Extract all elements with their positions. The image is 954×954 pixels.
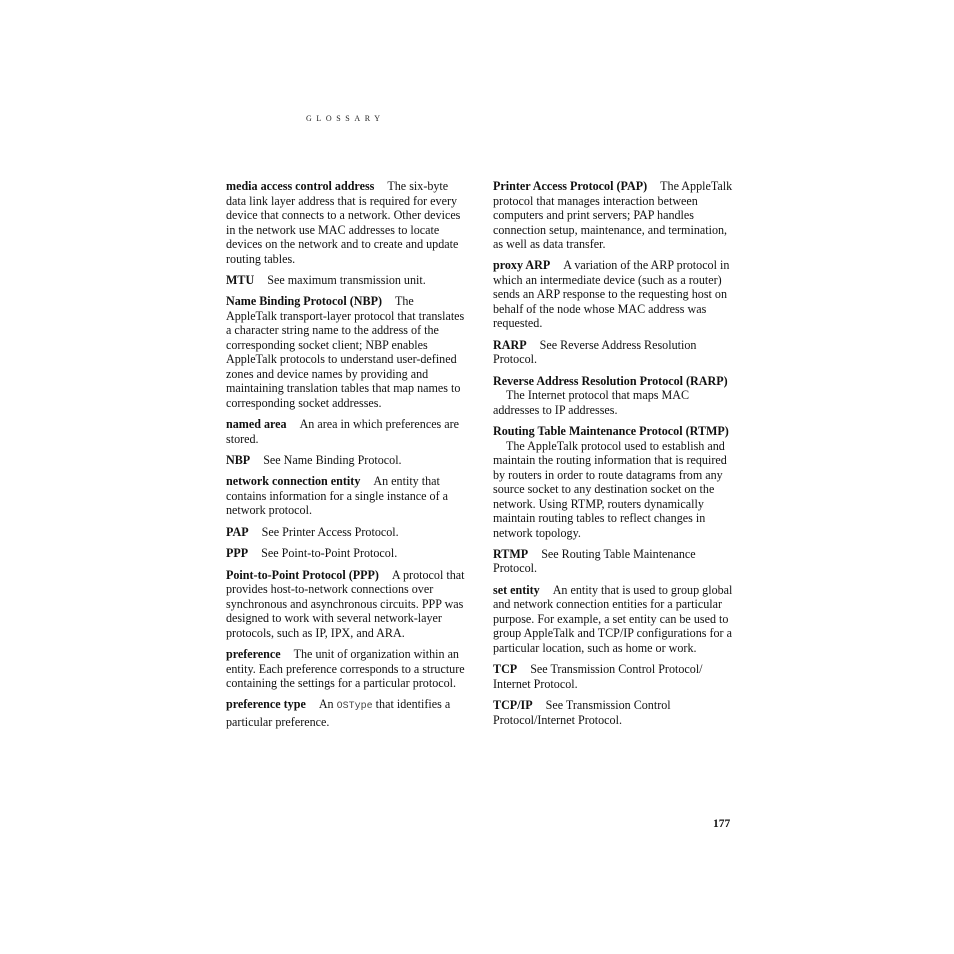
glossary-entry xyxy=(226,179,466,266)
glossary-term: media access control address xyxy=(226,179,375,193)
glossary-entry xyxy=(226,568,466,641)
glossary-entry xyxy=(493,662,733,691)
glossary-entry xyxy=(493,583,733,656)
code-literal: OSType xyxy=(336,701,373,713)
glossary-term: Name Binding Protocol (NBP) xyxy=(226,294,382,309)
glossary-definition: See Routing Table Maintenance Protocol. xyxy=(493,546,696,576)
glossary-definition: The unit of organization within an entity. Each preference corresponds to a structure containing the settings for a particular protocol. xyxy=(226,647,465,691)
glossary-definition: See Name Binding Protocol. xyxy=(263,453,402,468)
glossary-term: network connection entity xyxy=(226,474,361,489)
glossary-definition: An xyxy=(318,697,334,712)
page-number: 177 xyxy=(713,818,731,830)
glossary-entry xyxy=(493,698,733,727)
glossary-term: Printer Access Protocol (PAP) xyxy=(493,179,648,193)
glossary-definition: See Reverse Address Resolution Protocol. xyxy=(493,337,697,367)
glossary-definition: An area in which preferences are stored. xyxy=(226,417,460,446)
glossary-definition: The AppleTalk protocol used to establish and maintain the routing information that is required by routers in order to route datagrams from any source socket to any destination socket on the network. Using RTMP, routers dynamically maintain routing tables to reflect changes in network topology. xyxy=(493,438,727,540)
glossary-term: TCP/IP xyxy=(493,698,533,713)
glossary-entry xyxy=(493,179,733,252)
glossary-definition: that identifies a particular preference. xyxy=(226,697,451,729)
glossary-entry xyxy=(493,424,733,540)
glossary-definition: The AppleTalk transport-layer protocol that translates a character string name to the address of the corresponding socket client; NBP enables AppleTalk protocols to understand user-defined zones and device names by providing and maintaining translation tables that map names to corresponding socket addresses. xyxy=(226,294,465,410)
glossary-entry xyxy=(493,374,733,418)
glossary-entry xyxy=(493,547,733,576)
glossary-term: Routing Table Maintenance Protocol (RTMP) xyxy=(493,424,729,439)
glossary-definition: See Point-to-Point Protocol. xyxy=(261,546,398,561)
glossary-term: preference xyxy=(226,647,281,662)
glossary-term: Point-to-Point Protocol (PPP) xyxy=(226,567,379,582)
glossary-definition: See Printer Access Protocol. xyxy=(261,524,399,539)
glossary-definition: See Transmission Control Protocol/Internet Protocol. xyxy=(493,698,671,727)
glossary-definition: A protocol that provides host-to-network connections over synchronous and asynchronous circuits. PPP was designed to work with several network-layer protocols, such as IP, IPX, and ARA. xyxy=(226,567,465,640)
glossary-entry xyxy=(226,453,466,468)
glossary-term: TCP xyxy=(493,662,518,677)
glossary-definition: A variation of the ARP protocol in which an intermediate device (such as a router) sends an ARP response to the requesting host on behalf of the node whose MAC address was requested. xyxy=(493,258,730,331)
glossary-definition: See maximum transmission unit. xyxy=(267,272,426,287)
glossary-definition: The six-byte data link layer address that is required for every device that connects to a network. Other devices in the network use MAC addresses to locate devices on the network and to create and update routing tables. xyxy=(226,179,461,266)
glossary-term: RARP xyxy=(493,337,527,352)
glossary-definition: An entity that is used to group global and network connection entities for a particular purpose. For example, a set entity can be used to group AppleTalk and TCP/IP configurations for a particular location, such as home or work. xyxy=(493,582,733,655)
glossary-term: NBP xyxy=(226,453,251,468)
running-header: GLOSSARY xyxy=(306,114,385,123)
glossary-entry xyxy=(226,273,466,288)
glossary-term: PAP xyxy=(226,524,249,539)
glossary-entry xyxy=(226,546,466,561)
glossary-entry xyxy=(226,697,466,729)
glossary-definition: See Transmission Control Protocol/ Internet Protocol. xyxy=(493,662,703,691)
glossary-entry xyxy=(226,525,466,540)
glossary-entry xyxy=(226,417,466,446)
glossary-term: preference type xyxy=(226,697,306,712)
glossary-term: proxy ARP xyxy=(493,258,551,273)
glossary-entry xyxy=(493,338,733,367)
glossary-entry xyxy=(226,294,466,410)
glossary-term: set entity xyxy=(493,582,540,597)
glossary-term: RTMP xyxy=(493,546,529,561)
glossary-definition: The AppleTalk protocol that manages interaction between computers and print servers; PAP handles connection setup, maintenance, and termination, as well as data transfer. xyxy=(493,179,733,251)
glossary-definition: An entity that contains information for a single instance of a network protocol. xyxy=(226,474,448,518)
glossary-entry xyxy=(226,474,466,518)
glossary-entry xyxy=(493,258,733,331)
glossary-definition: The Internet protocol that maps MAC addresses to IP addresses. xyxy=(493,388,690,417)
glossary-term: Reverse Address Resolution Protocol (RARP) xyxy=(493,373,728,388)
glossary-term: PPP xyxy=(226,546,249,561)
glossary-entry xyxy=(226,647,466,691)
glossary-column-right xyxy=(493,179,733,734)
glossary-column-left xyxy=(226,179,466,736)
glossary-term: MTU xyxy=(226,272,255,287)
glossary-term: named area xyxy=(226,417,287,432)
